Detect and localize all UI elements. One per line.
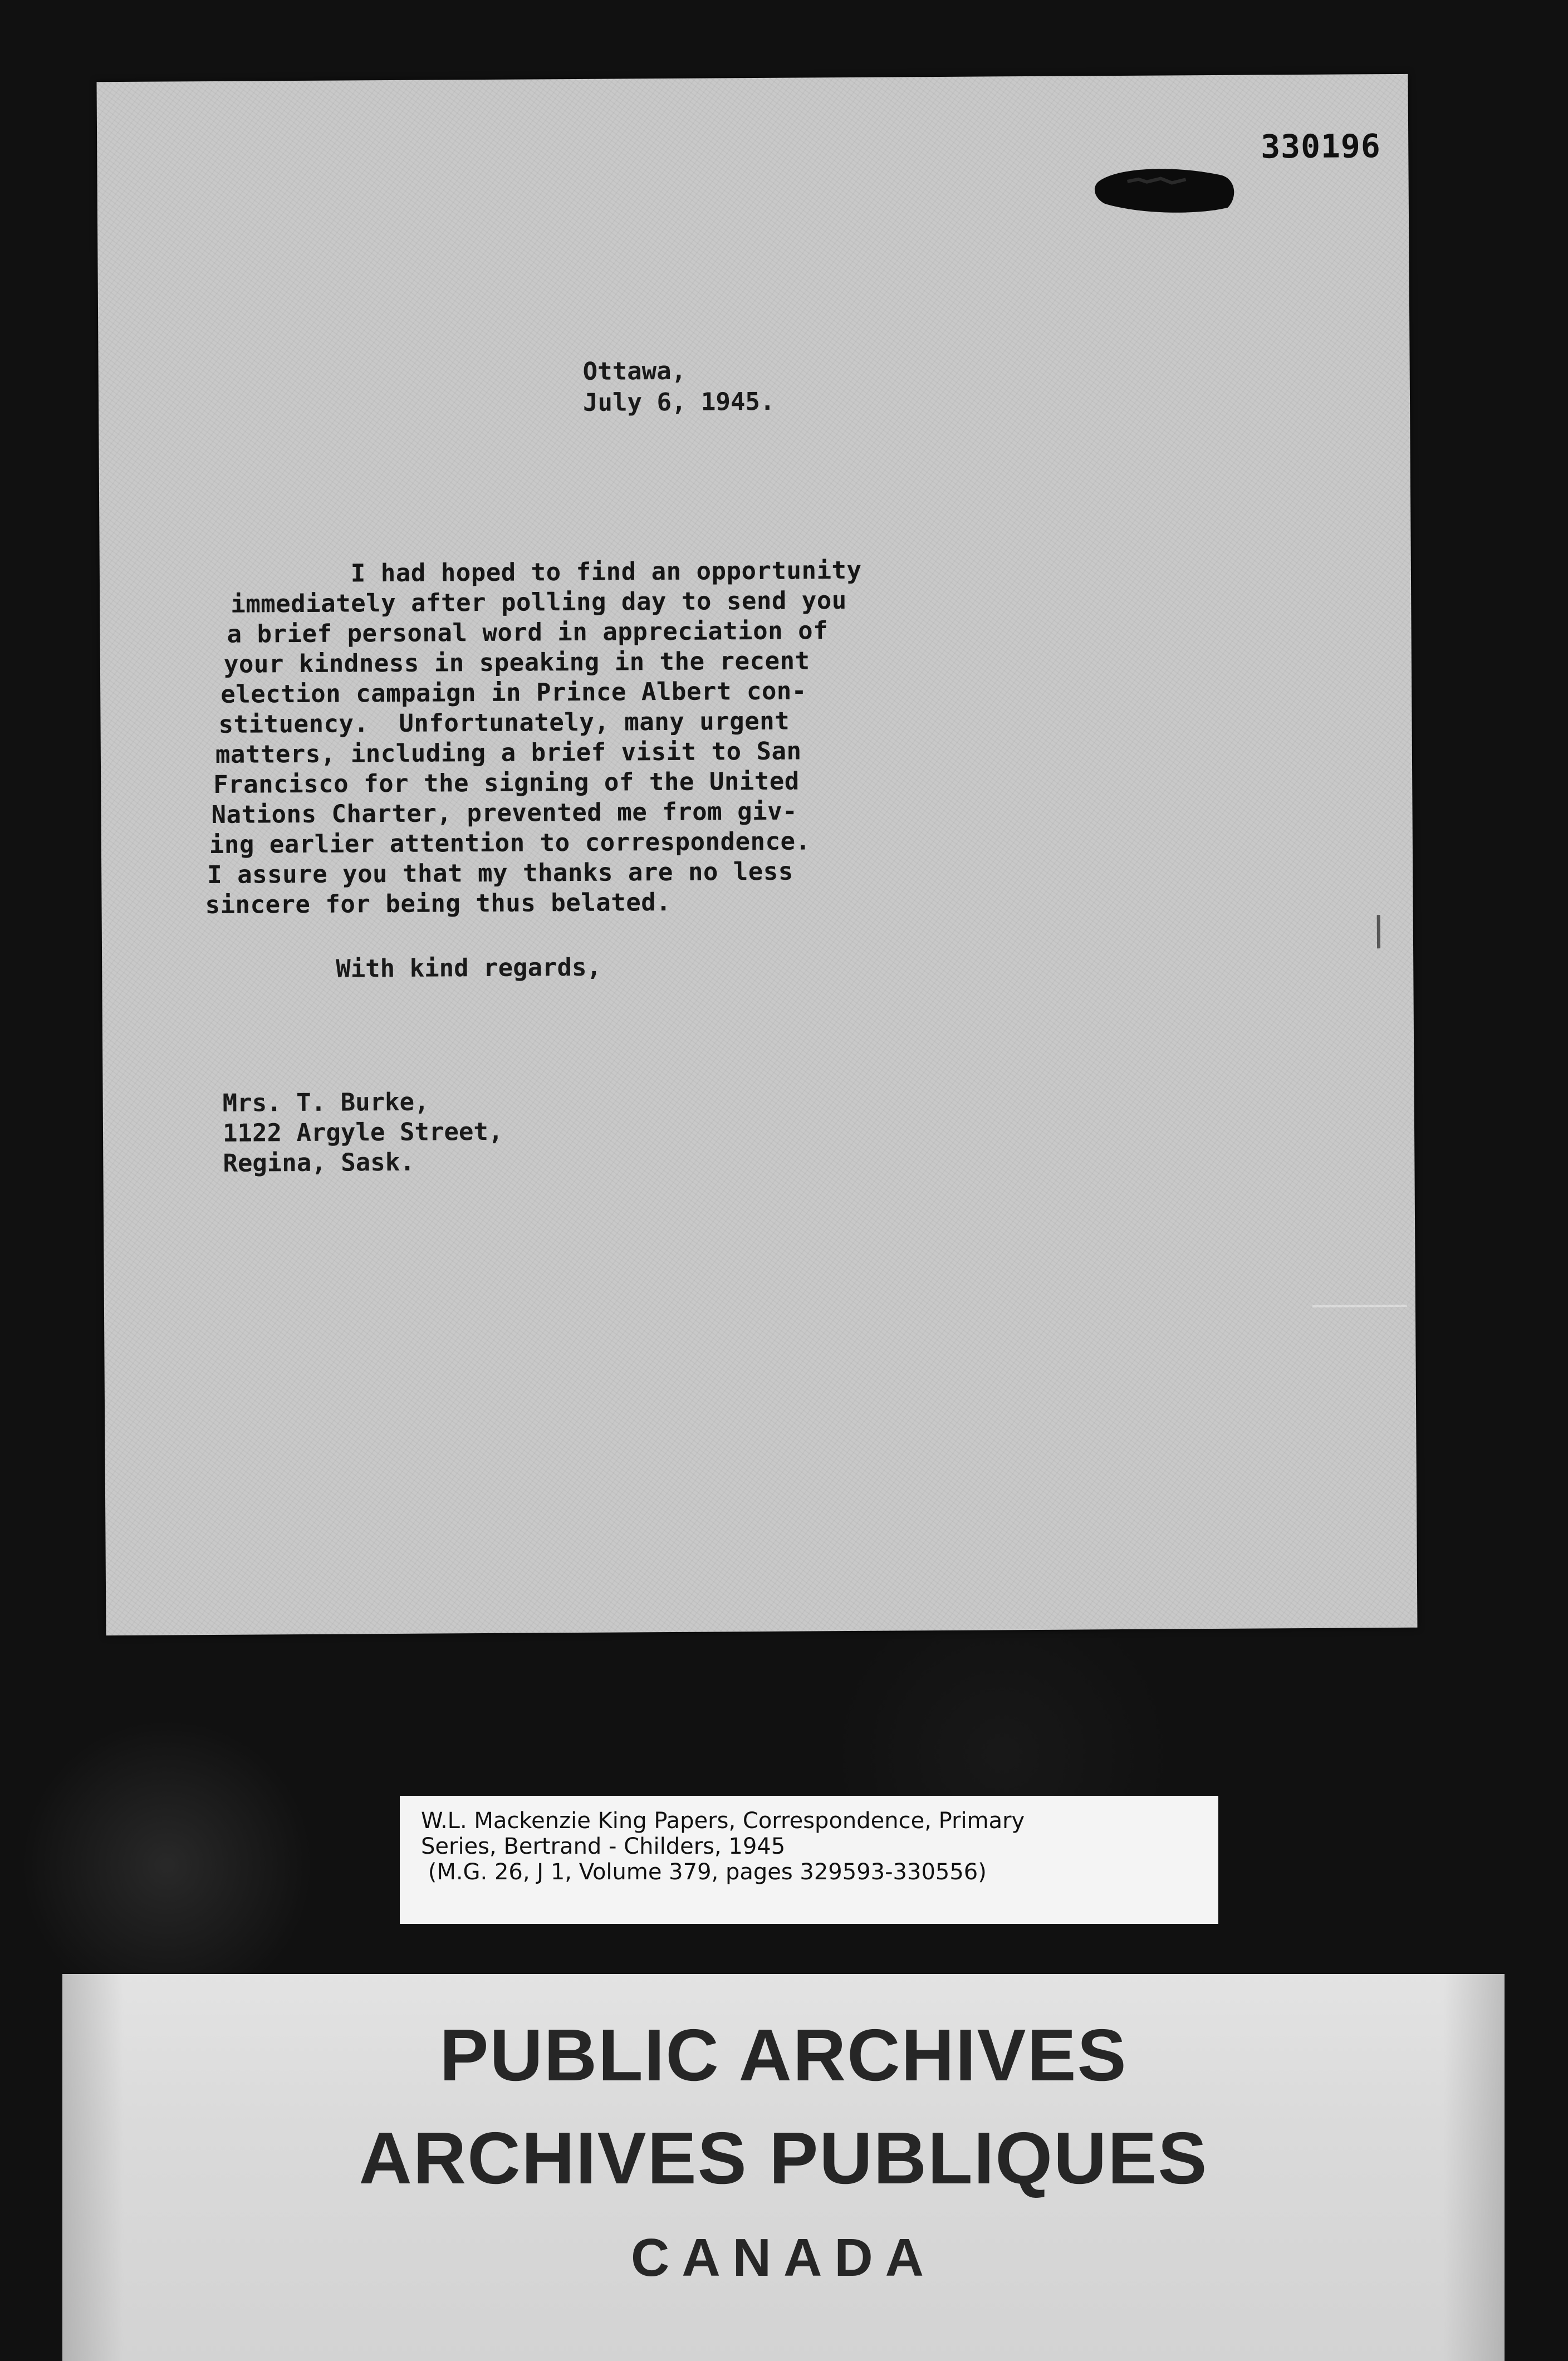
letter-date: July 6, 1945. <box>582 387 775 417</box>
archives-banner <box>62 1974 1505 2361</box>
body-line: stituency. Unfortunately, many urgent <box>218 707 790 739</box>
letter-place: Ottawa, <box>582 356 687 386</box>
recipient-name: Mrs. T. Burke, <box>222 1088 429 1118</box>
recipient-city: Regina, Sask. <box>223 1148 415 1178</box>
body-line: election campaign in Prince Albert con- <box>220 677 807 709</box>
caption-line: Series, Bertrand - Childers, 1945 <box>421 1834 786 1859</box>
body-line: I had hoped to find an opportunity <box>230 556 862 589</box>
body-line: ing earlier attention to correspondence. <box>209 827 811 860</box>
caption-line: (M.G. 26, J 1, Volume 379, pages 329593-330556) <box>421 1859 987 1885</box>
letter-page <box>97 74 1418 1635</box>
body-line: sincere for being thus belated. <box>205 888 672 920</box>
body-line: immediately after polling day to send you <box>231 586 847 619</box>
body-line: Nations Charter, prevented me from giv- <box>211 797 798 829</box>
recipient-street: 1122 Argyle Street, <box>222 1117 503 1148</box>
fold-crease <box>1312 1305 1407 1307</box>
banner-title-english: PUBLIC ARCHIVES <box>439 2014 1128 2096</box>
banner-title-french: ARCHIVES PUBLIQUES <box>359 2117 1208 2199</box>
body-line: matters, including a brief visit to San <box>215 737 802 769</box>
body-line: a brief personal word in appreciation of <box>227 616 829 649</box>
archive-page-number: 330196 <box>1261 127 1381 166</box>
body-line: I assure you that my thanks are no less <box>207 857 793 890</box>
body-line: Francisco for the signing of the United <box>213 767 800 799</box>
body-line: your kindness in speaking in the recent <box>223 646 810 679</box>
margin-mark <box>1377 915 1380 948</box>
reference-caption <box>400 1796 1218 1924</box>
ink-blot-stamp <box>1094 164 1239 215</box>
banner-country: CANADA <box>631 2228 936 2287</box>
caption-line: W.L. Mackenzie King Papers, Correspondence, Primary <box>421 1808 1025 1834</box>
closing-line: With kind regards, <box>336 953 602 983</box>
